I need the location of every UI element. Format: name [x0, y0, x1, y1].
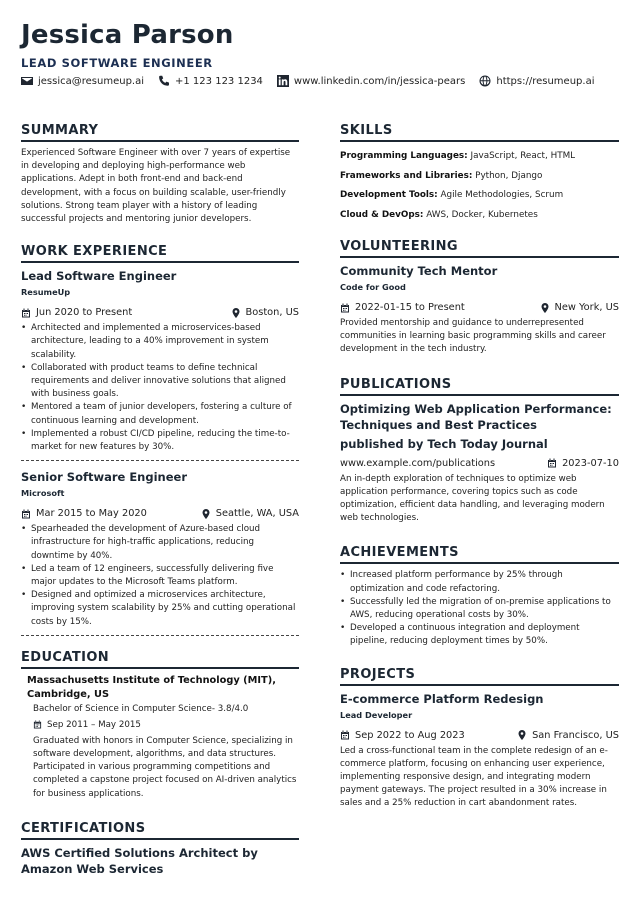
- calendar-icon: [21, 308, 31, 318]
- volunteering-meta: [340, 302, 619, 313]
- volunteering-text: Provided mentorship and guidance to underrepresented communities in learning basic programming skills and career development in the tech industry.: [340, 318, 606, 355]
- projects-section: [340, 667, 619, 811]
- skill-row: [340, 206, 619, 226]
- skills-section: [340, 123, 619, 225]
- contact-bar: [21, 75, 608, 87]
- certifications-section: [21, 821, 299, 877]
- divider: [21, 635, 299, 636]
- volunteering-dates-text: 2022-01-15 to Present: [355, 302, 465, 313]
- list-item: • Led a team of 12 engineers, successfully delivering five major updates to the Microsoft Teams platform.: [21, 563, 299, 589]
- calendar-icon: [33, 720, 42, 729]
- skill-value: AWS, Docker, Kubernetes: [426, 209, 538, 220]
- job-company: Microsoft: [21, 488, 65, 499]
- skill-value: Agile Methodologies, Scrum: [440, 190, 564, 200]
- list-item: • Increased platform performance by 25% through optimization and code refactoring.: [340, 569, 619, 595]
- job-meta: [21, 508, 299, 519]
- job-title: Senior Software Engineer: [21, 470, 188, 485]
- divider: [21, 460, 299, 461]
- volunteering-section: [340, 239, 619, 357]
- summary-section: [21, 123, 299, 226]
- achievements-section: [340, 545, 619, 648]
- contact-email-text: jessica@resumeup.ai: [38, 75, 145, 87]
- envelope-icon: [21, 75, 33, 87]
- map-pin-icon: [201, 509, 211, 519]
- right-column: [340, 123, 619, 811]
- calendar-icon: [340, 303, 350, 313]
- job-title: Lead Software Engineer: [21, 269, 177, 284]
- contact-phone[interactable]: [158, 75, 263, 87]
- project-dates-text: Sep 2022 to Aug 2023: [355, 729, 465, 741]
- summary-text: Experienced Software Engineer with over 7 years of expertise in developing and deploying high-performance web applications. Adept in both front-end and back-end development, with a focus on building scalable, user-friendly solutions. Strong team player with a history of leading successful projects and mentoring junior developers.: [21, 148, 291, 225]
- project-location-text: San Francisco, US: [532, 729, 619, 741]
- project-name: E-commerce Platform Redesign: [340, 691, 544, 706]
- list-item: • Successfully led the migration of on-premise applications to AWS, reducing operational costs by 30%.: [340, 596, 619, 622]
- list-item: • Implemented a robust CI/CD pipeline, reducing the time-to-market for new features by 30%.: [21, 428, 299, 454]
- publication-text: An in-depth exploration of techniques to optimize web application performance, covering topics such as code optimization, efficient data handling, and leveraging modern web technologies.: [340, 473, 605, 524]
- skills-heading: SKILLS: [340, 123, 619, 142]
- job-location-text: Seattle, WA, USA: [215, 508, 299, 520]
- job-bullets: [21, 322, 299, 454]
- skill-value: Python, Django: [475, 170, 543, 181]
- volunteering-location-text: New York, US: [554, 302, 619, 313]
- skill-value: JavaScript, React, HTML: [470, 151, 576, 161]
- education-details: Graduated with honors in Computer Science, specializing in software development, algorithms, and data structures. Participated in various programming competitions and completed a capstone project focused on AI-driven analytics for business applications.: [33, 735, 297, 799]
- publication-date-text: 2023-07-10: [562, 457, 619, 469]
- education-school: Massachusetts Institute of Technology (MIT), Cambridge, US: [27, 674, 276, 700]
- education-heading: EDUCATION: [21, 650, 299, 669]
- publications-heading: PUBLICATIONS: [340, 377, 619, 396]
- achievement-list: [340, 569, 619, 648]
- job-location-text: Boston, US: [245, 307, 299, 319]
- job-bullets: [21, 523, 299, 629]
- publication-meta: [340, 458, 619, 469]
- work-heading: WORK EXPERIENCE: [21, 244, 299, 263]
- linkedin-icon: [277, 75, 289, 87]
- contact-phone-text: +1 123 123 1234: [175, 75, 263, 87]
- candidate-name: Jessica Parson: [21, 20, 234, 50]
- publication-url[interactable]: www.example.com/publications: [340, 457, 496, 469]
- left-column: [21, 123, 299, 877]
- skill-label: Cloud & DevOps:: [340, 209, 424, 220]
- job-dates: [21, 508, 147, 519]
- skill-label: Programming Languages:: [340, 151, 468, 161]
- list-item: • Designed and optimized a microservices architecture, improving system scalability by 25% and cutting operational costs by 15%.: [21, 589, 299, 629]
- calendar-icon: [340, 730, 350, 740]
- publication-name: Optimizing Web Application Performance: Techniques and Best Practices: [340, 401, 612, 432]
- calendar-icon: [547, 458, 557, 468]
- job-location: [231, 307, 299, 318]
- job-dates-text: Mar 2015 to May 2020: [36, 508, 147, 520]
- project-text: Led a cross-functional team in the complete redesign of an e-commerce platform, focusing on enhancing user experience, implementing responsive design, and integrating modern payment gateways. The project resulted in a 30% increase in sales and a 25% reduction in cart abandonment rates.: [340, 745, 608, 809]
- job-company: ResumeUp: [21, 287, 71, 298]
- list-item: • Architected and implemented a microservices-based architecture, leading to a 40% improvement in system scalability.: [21, 322, 299, 362]
- phone-icon: [158, 75, 170, 87]
- contact-linkedin-text: www.linkedin.com/in/jessica-pears: [293, 75, 466, 87]
- contact-linkedin[interactable]: [277, 75, 465, 87]
- education-entry: [21, 674, 299, 801]
- list-item: • Developed a continuous integration and deployment pipeline, reducing deployment times by 50%.: [340, 622, 619, 648]
- education-dates: [27, 720, 299, 730]
- job-entry: [21, 268, 299, 454]
- summary-heading: SUMMARY: [21, 123, 299, 142]
- calendar-icon: [21, 509, 31, 519]
- volunteering-heading: VOLUNTEERING: [340, 239, 619, 258]
- skill-label: Frameworks and Libraries:: [340, 170, 473, 181]
- skill-row: [340, 147, 619, 167]
- projects-heading: PROJECTS: [340, 667, 619, 686]
- job-dates: [21, 307, 132, 318]
- project-role: Lead Developer: [340, 709, 413, 720]
- publications-section: [340, 377, 619, 526]
- project-location: [517, 730, 619, 741]
- volunteering-org: Code for Good: [340, 282, 406, 292]
- list-item: • Mentored a team of junior developers, fostering a culture of continuous learning and development.: [21, 401, 299, 427]
- volunteering-dates: [340, 302, 465, 313]
- certification-item: AWS Certified Solutions Architect by Amazon Web Services: [21, 845, 258, 876]
- project-meta: [340, 730, 619, 741]
- skill-row: [340, 186, 619, 206]
- education-degree: Bachelor of Science in Computer Science- 3.8/4.0: [33, 703, 249, 714]
- volunteering-location: [540, 302, 619, 313]
- education-dates-text: Sep 2011 – May 2015: [47, 719, 141, 730]
- map-pin-icon: [540, 303, 550, 313]
- contact-website-text: https://resumeup.ai: [496, 75, 595, 87]
- skill-label: Development Tools:: [340, 190, 438, 200]
- education-section: [21, 650, 299, 801]
- publication-publisher: published by Tech Today Journal: [340, 436, 548, 451]
- job-entry: [21, 469, 299, 629]
- list-item: • Spearheaded the development of Azure-based cloud infrastructure for high-traffic applications, reducing downtime by 40%.: [21, 523, 299, 563]
- project-dates: [340, 730, 465, 741]
- volunteering-role: Community Tech Mentor: [340, 264, 498, 278]
- certifications-heading: CERTIFICATIONS: [21, 821, 299, 840]
- contact-email[interactable]: [21, 75, 144, 87]
- globe-icon: [479, 75, 491, 87]
- publication-date: [547, 458, 619, 469]
- job-location: [201, 508, 299, 519]
- map-pin-icon: [517, 730, 527, 740]
- work-section: [21, 244, 299, 636]
- map-pin-icon: [231, 308, 241, 318]
- candidate-role: LEAD SOFTWARE ENGINEER: [21, 56, 213, 70]
- skill-row: [340, 167, 619, 187]
- list-item: • Collaborated with product teams to define technical requirements and deliver innovative solutions that aligned with business goals.: [21, 362, 299, 402]
- job-dates-text: Jun 2020 to Present: [36, 307, 133, 319]
- achievements-heading: ACHIEVEMENTS: [340, 545, 619, 564]
- job-meta: [21, 307, 299, 318]
- contact-website[interactable]: [479, 75, 594, 87]
